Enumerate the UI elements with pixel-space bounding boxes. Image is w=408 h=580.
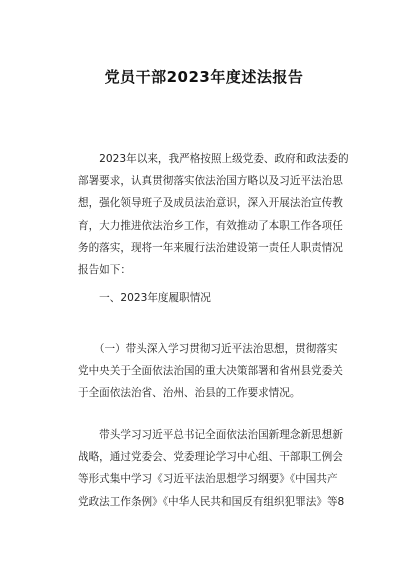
text-line: 于全面依法治省、治州、治县的工作要求情况。: [78, 387, 301, 400]
text-line: 等形式集中学习《习近平法治思想学习纲要》《中国共产: [78, 473, 338, 486]
paragraph-intro: [78, 148, 348, 281]
text-line: 报告如下：: [78, 264, 131, 277]
text-line: 2023年以来，我严格按照上级党委、政府和政法委的: [78, 153, 349, 165]
document-title: 党员干部2023年度述法报告: [104, 68, 304, 86]
text-line: 党中央关于全面依法治国的重大决策部署和省州县党委关: [78, 365, 343, 378]
paragraph-body: [78, 424, 348, 513]
text-line: 务的落实，现将一年来履行法治建设第一责任人职责情况: [78, 241, 343, 254]
section-heading: [78, 287, 348, 309]
text-line: 战略，通过党委会、党委理论学习中心组、干部职工例会: [78, 451, 343, 464]
text-line: 想，强化领导班子及成员法治意识，深入开展法治宣传教: [78, 197, 343, 210]
text-line: 党政法工作条例》《中华人民共和国反有组织犯罪法》等8: [78, 495, 345, 508]
paragraph-subsection-1: [78, 338, 348, 405]
text-line: 部署要求，认真贯彻落实依法治国方略以及习近平法治思: [78, 175, 343, 188]
text-line: 一、2023年度履职情况: [78, 292, 211, 304]
text-line: 带头学习习近平总书记全面依法治国新理念新思想新: [78, 429, 343, 441]
text-line: （一）带头深入学习贯彻习近平法治思想，贯彻落实: [78, 343, 338, 355]
text-line: 育，大力推进依法治乡工作，有效推动了本职工作各项任: [78, 219, 343, 232]
